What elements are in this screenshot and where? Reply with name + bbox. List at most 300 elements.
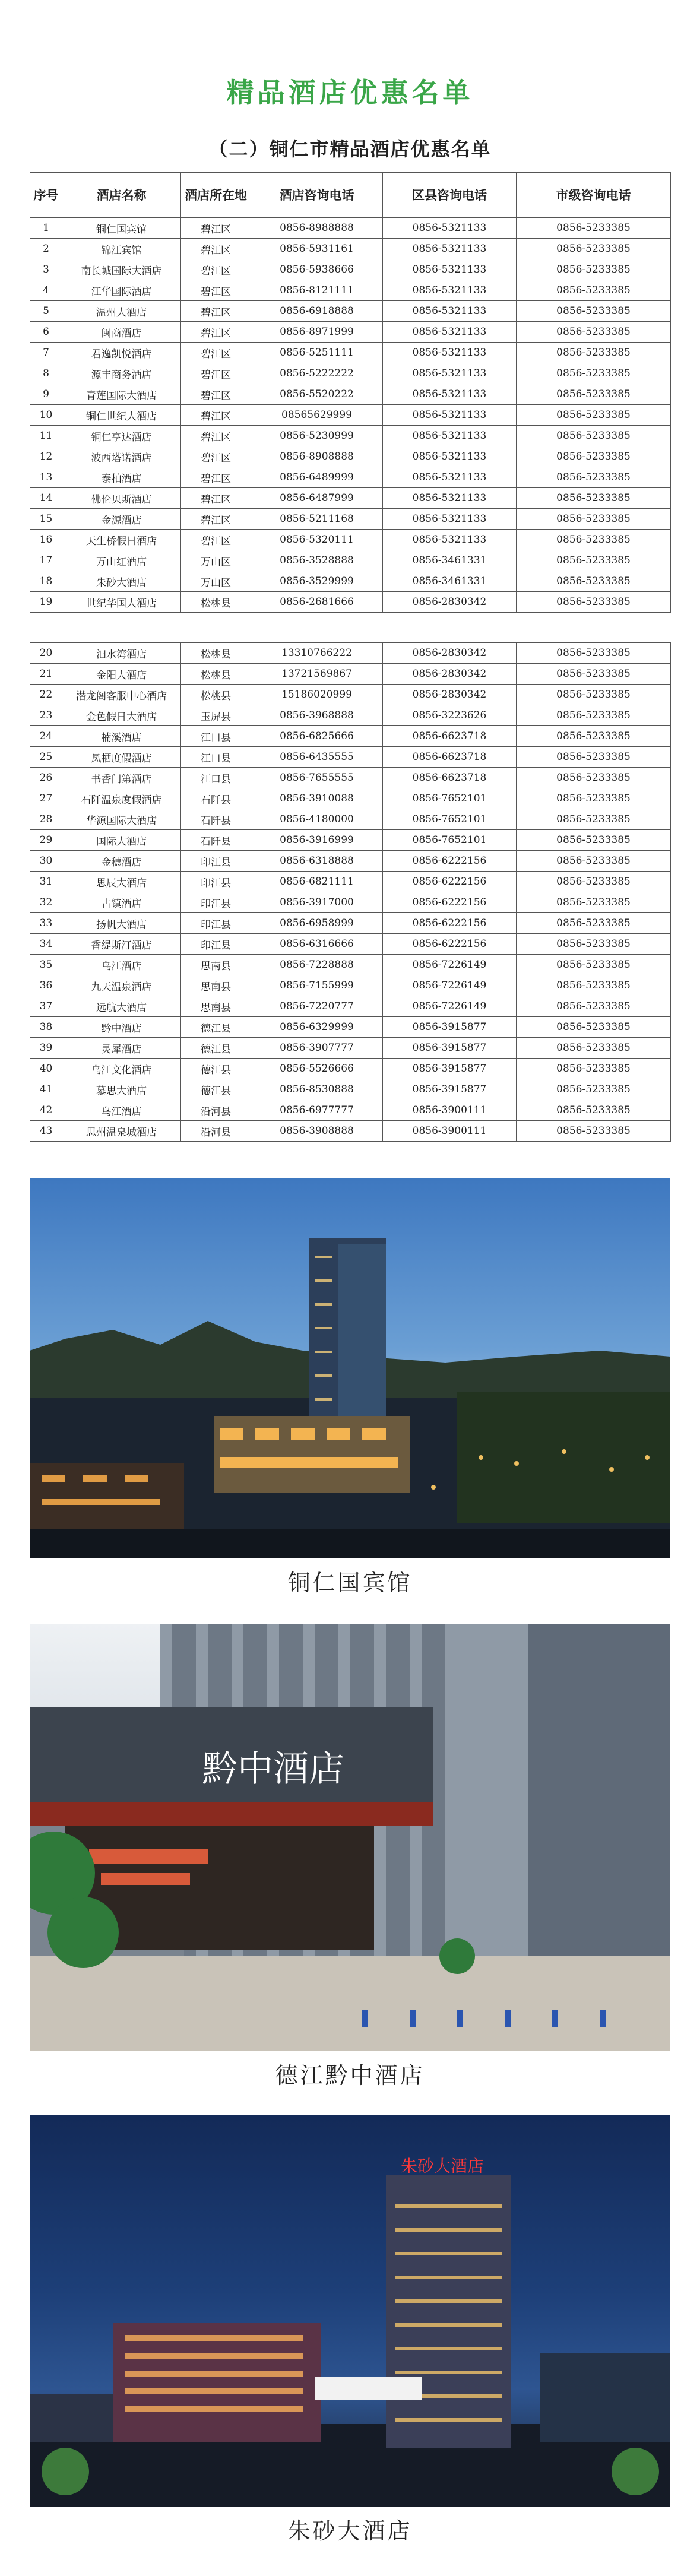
cell-location: 碧江区	[181, 259, 251, 280]
cell-hotel-name: 佛伦贝斯酒店	[62, 488, 181, 509]
cell-hotel-tel: 0856-6821111	[251, 872, 383, 892]
col-header-district-tel: 区县咨询电话	[383, 173, 517, 218]
cell-city-tel: 0856-5233385	[517, 851, 671, 872]
cell-hotel-name: 金阳大酒店	[62, 664, 181, 685]
table-row	[30, 996, 671, 1017]
table-row	[30, 788, 671, 809]
cell-district-tel: 0856-6623718	[383, 768, 517, 788]
cell-hotel-tel: 0856-3529999	[251, 571, 383, 592]
cell-location: 碧江区	[181, 343, 251, 363]
cell-location: 印江县	[181, 892, 251, 913]
table-row	[30, 1059, 671, 1079]
cell-hotel-tel: 0856-6958999	[251, 913, 383, 934]
table-row	[30, 301, 671, 322]
cell-city-tel: 0856-5233385	[517, 1059, 671, 1079]
cell-district-tel: 0856-5321133	[383, 426, 517, 446]
cell-city-tel: 0856-5233385	[517, 239, 671, 259]
table-row	[30, 322, 671, 343]
cell-location: 碧江区	[181, 426, 251, 446]
cell-hotel-tel: 0856-3910088	[251, 788, 383, 809]
cell-hotel-tel: 0856-6825666	[251, 726, 383, 747]
cell-no: 3	[30, 259, 62, 280]
cell-city-tel: 0856-5233385	[517, 218, 671, 239]
cell-district-tel: 0856-6222156	[383, 934, 517, 955]
cell-location: 松桃县	[181, 685, 251, 705]
cell-hotel-tel: 0856-7655555	[251, 768, 383, 788]
cell-city-tel: 0856-5233385	[517, 892, 671, 913]
hotel-photo-tongren-guobinguan	[30, 1178, 670, 1558]
cell-no: 38	[30, 1017, 62, 1038]
cell-district-tel: 0856-7652101	[383, 788, 517, 809]
cell-hotel-name: 泰柏酒店	[62, 467, 181, 488]
cell-district-tel: 0856-2830342	[383, 685, 517, 705]
cell-district-tel: 0856-5321133	[383, 405, 517, 426]
cell-district-tel: 0856-7652101	[383, 830, 517, 851]
cell-location: 松桃县	[181, 643, 251, 664]
cell-hotel-name: 九天温泉酒店	[62, 975, 181, 996]
cell-hotel-tel: 15186020999	[251, 685, 383, 705]
cell-hotel-name: 潜龙阁客服中心酒店	[62, 685, 181, 705]
cell-no: 13	[30, 467, 62, 488]
cell-district-tel: 0856-5321133	[383, 343, 517, 363]
cell-district-tel: 0856-6222156	[383, 851, 517, 872]
cell-city-tel: 0856-5233385	[517, 550, 671, 571]
table-row	[30, 975, 671, 996]
cell-no: 30	[30, 851, 62, 872]
table-row	[30, 685, 671, 705]
table-row	[30, 488, 671, 509]
cell-city-tel: 0856-5233385	[517, 1079, 671, 1100]
table-row	[30, 872, 671, 892]
cell-location: 德江县	[181, 1059, 251, 1079]
cell-hotel-tel: 0856-2681666	[251, 592, 383, 613]
cell-location: 碧江区	[181, 405, 251, 426]
cell-no: 41	[30, 1079, 62, 1100]
cell-no: 42	[30, 1100, 62, 1121]
cell-location: 思南县	[181, 955, 251, 975]
cell-district-tel: 0856-2830342	[383, 643, 517, 664]
cell-district-tel: 0856-3915877	[383, 1079, 517, 1100]
cell-hotel-tel: 0856-5520222	[251, 384, 383, 405]
cell-hotel-tel: 0856-6918888	[251, 301, 383, 322]
cell-district-tel: 0856-3461331	[383, 571, 517, 592]
cell-location: 江口县	[181, 768, 251, 788]
cell-hotel-name: 波西塔诺酒店	[62, 446, 181, 467]
cell-city-tel: 0856-5233385	[517, 322, 671, 343]
cell-no: 37	[30, 996, 62, 1017]
cell-hotel-tel: 0856-6487999	[251, 488, 383, 509]
cell-hotel-name: 南长城国际大酒店	[62, 259, 181, 280]
table-row	[30, 1100, 671, 1121]
cell-district-tel: 0856-2830342	[383, 592, 517, 613]
cell-no: 18	[30, 571, 62, 592]
cell-district-tel: 0856-6623718	[383, 747, 517, 768]
cell-no: 21	[30, 664, 62, 685]
cell-district-tel: 0856-3915877	[383, 1038, 517, 1059]
table-row	[30, 809, 671, 830]
col-header-location: 酒店所在地	[181, 173, 251, 218]
cell-no: 15	[30, 509, 62, 530]
cell-district-tel: 0856-5321133	[383, 280, 517, 301]
cell-city-tel: 0856-5233385	[517, 488, 671, 509]
cell-hotel-tel: 0856-5251111	[251, 343, 383, 363]
cell-location: 玉屏县	[181, 705, 251, 726]
cell-hotel-tel: 13310766222	[251, 643, 383, 664]
cell-hotel-tel: 0856-7228888	[251, 955, 383, 975]
cell-no: 2	[30, 239, 62, 259]
cell-city-tel: 0856-5233385	[517, 934, 671, 955]
cell-no: 31	[30, 872, 62, 892]
cell-hotel-tel: 0856-6489999	[251, 467, 383, 488]
cell-hotel-tel: 0856-8908888	[251, 446, 383, 467]
cell-city-tel: 0856-5233385	[517, 830, 671, 851]
cell-hotel-name: 江华国际酒店	[62, 280, 181, 301]
table-row	[30, 343, 671, 363]
table-row	[30, 664, 671, 685]
cell-district-tel: 0856-5321133	[383, 467, 517, 488]
cell-hotel-name: 源丰商务酒店	[62, 363, 181, 384]
cell-hotel-name: 黔中酒店	[62, 1017, 181, 1038]
cell-hotel-tel: 0856-3917000	[251, 892, 383, 913]
cell-location: 碧江区	[181, 446, 251, 467]
table-row	[30, 892, 671, 913]
cell-city-tel: 0856-5233385	[517, 426, 671, 446]
table-row	[30, 1079, 671, 1100]
cell-hotel-name: 华源国际大酒店	[62, 809, 181, 830]
table-row	[30, 280, 671, 301]
cell-location: 思南县	[181, 996, 251, 1017]
cell-hotel-name: 灵犀酒店	[62, 1038, 181, 1059]
table-row	[30, 530, 671, 550]
cell-hotel-name: 汩水湾酒店	[62, 643, 181, 664]
cell-city-tel: 0856-5233385	[517, 467, 671, 488]
cell-location: 石阡县	[181, 788, 251, 809]
cell-location: 江口县	[181, 726, 251, 747]
cell-location: 松桃县	[181, 664, 251, 685]
table-row	[30, 239, 671, 259]
cell-hotel-name: 香缇斯汀酒店	[62, 934, 181, 955]
cell-city-tel: 0856-5233385	[517, 664, 671, 685]
cell-hotel-name: 铜仁国宾馆	[62, 218, 181, 239]
hotel-photo-dejiang-qianzhong	[30, 1624, 670, 2051]
cell-location: 碧江区	[181, 218, 251, 239]
cell-city-tel: 0856-5233385	[517, 768, 671, 788]
cell-location: 沿河县	[181, 1121, 251, 1142]
cell-location: 碧江区	[181, 322, 251, 343]
cell-no: 24	[30, 726, 62, 747]
cell-location: 碧江区	[181, 467, 251, 488]
cell-city-tel: 0856-5233385	[517, 363, 671, 384]
cell-hotel-name: 万山红酒店	[62, 550, 181, 571]
cell-hotel-name: 石阡温泉度假酒店	[62, 788, 181, 809]
page-title: 精品酒店优惠名单	[226, 77, 474, 109]
cell-hotel-tel: 0856-6316666	[251, 934, 383, 955]
cell-hotel-name: 乌江酒店	[62, 1100, 181, 1121]
table-row	[30, 259, 671, 280]
cell-district-tel: 0856-3915877	[383, 1059, 517, 1079]
cell-district-tel: 0856-5321133	[383, 488, 517, 509]
cell-location: 德江县	[181, 1017, 251, 1038]
cell-no: 39	[30, 1038, 62, 1059]
col-header-name: 酒店名称	[62, 173, 181, 218]
cell-district-tel: 0856-6222156	[383, 892, 517, 913]
cell-district-tel: 0856-6623718	[383, 726, 517, 747]
hotel-table-part1	[30, 172, 671, 613]
cell-location: 石阡县	[181, 830, 251, 851]
cell-city-tel: 0856-5233385	[517, 446, 671, 467]
cell-no: 10	[30, 405, 62, 426]
cell-city-tel: 0856-5233385	[517, 809, 671, 830]
cell-hotel-name: 锦江宾馆	[62, 239, 181, 259]
cell-district-tel: 0856-2830342	[383, 664, 517, 685]
cell-hotel-name: 金源酒店	[62, 509, 181, 530]
table-row	[30, 643, 671, 664]
cell-no: 40	[30, 1059, 62, 1079]
cell-district-tel: 0856-5321133	[383, 384, 517, 405]
cell-location: 万山区	[181, 571, 251, 592]
cell-hotel-tel: 0856-6435555	[251, 747, 383, 768]
table-row	[30, 405, 671, 426]
cell-city-tel: 0856-5233385	[517, 705, 671, 726]
cell-no: 34	[30, 934, 62, 955]
cell-district-tel: 0856-5321133	[383, 446, 517, 467]
hotel-table-part2	[30, 642, 671, 1142]
cell-hotel-name: 远航大酒店	[62, 996, 181, 1017]
cell-no: 6	[30, 322, 62, 343]
cell-district-tel: 0856-7226149	[383, 996, 517, 1017]
cell-district-tel: 0856-3223626	[383, 705, 517, 726]
section-title: （二）铜仁市精品酒店优惠名单	[208, 138, 492, 160]
cell-city-tel: 0856-5233385	[517, 1100, 671, 1121]
cell-no: 22	[30, 685, 62, 705]
cell-hotel-tel: 0856-3916999	[251, 830, 383, 851]
cell-city-tel: 0856-5233385	[517, 788, 671, 809]
cell-city-tel: 0856-5233385	[517, 726, 671, 747]
cell-district-tel: 0856-5321133	[383, 322, 517, 343]
table-header-row	[30, 173, 671, 218]
cell-location: 印江县	[181, 934, 251, 955]
cell-city-tel: 0856-5233385	[517, 913, 671, 934]
cell-location: 碧江区	[181, 530, 251, 550]
cell-no: 1	[30, 218, 62, 239]
cell-hotel-tel: 0856-7220777	[251, 996, 383, 1017]
cell-district-tel: 0856-5321133	[383, 301, 517, 322]
cell-hotel-tel: 0856-8988888	[251, 218, 383, 239]
cell-hotel-tel: 0856-3908888	[251, 1121, 383, 1142]
cell-district-tel: 0856-7226149	[383, 975, 517, 996]
cell-location: 碧江区	[181, 509, 251, 530]
cell-hotel-tel: 0856-5222222	[251, 363, 383, 384]
cell-city-tel: 0856-5233385	[517, 259, 671, 280]
photo-caption-3: 朱砂大酒店	[287, 2518, 413, 2544]
cell-hotel-name: 铜仁世纪大酒店	[62, 405, 181, 426]
cell-location: 江口县	[181, 747, 251, 768]
table-row	[30, 446, 671, 467]
table-row	[30, 830, 671, 851]
cell-city-tel: 0856-5233385	[517, 872, 671, 892]
cell-no: 33	[30, 913, 62, 934]
cell-location: 德江县	[181, 1038, 251, 1059]
cell-district-tel: 0856-5321133	[383, 363, 517, 384]
cell-hotel-tel: 13721569867	[251, 664, 383, 685]
cell-no: 4	[30, 280, 62, 301]
cell-city-tel: 0856-5233385	[517, 530, 671, 550]
cell-hotel-tel: 0856-6329999	[251, 1017, 383, 1038]
building-sign-zhusha: 朱砂大酒店	[401, 2156, 484, 2176]
cell-hotel-name: 金色假日大酒店	[62, 705, 181, 726]
table-row	[30, 726, 671, 747]
cell-district-tel: 0856-3915877	[383, 1017, 517, 1038]
cell-no: 36	[30, 975, 62, 996]
cell-hotel-tel: 0856-4180000	[251, 809, 383, 830]
cell-district-tel: 0856-5321133	[383, 239, 517, 259]
cell-district-tel: 0856-5321133	[383, 530, 517, 550]
cell-hotel-name: 凤栖度假酒店	[62, 747, 181, 768]
cell-district-tel: 0856-3461331	[383, 550, 517, 571]
cell-city-tel: 0856-5233385	[517, 280, 671, 301]
cell-hotel-name: 世纪华国大酒店	[62, 592, 181, 613]
cell-hotel-tel: 0856-5931161	[251, 239, 383, 259]
cell-city-tel: 0856-5233385	[517, 643, 671, 664]
cell-location: 石阡县	[181, 809, 251, 830]
cell-location: 万山区	[181, 550, 251, 571]
cell-hotel-name: 温州大酒店	[62, 301, 181, 322]
cell-no: 32	[30, 892, 62, 913]
cell-hotel-tel: 0856-3528888	[251, 550, 383, 571]
cell-no: 43	[30, 1121, 62, 1142]
cell-city-tel: 0856-5233385	[517, 592, 671, 613]
table-row	[30, 467, 671, 488]
cell-location: 碧江区	[181, 384, 251, 405]
table-row	[30, 550, 671, 571]
table-row	[30, 363, 671, 384]
cell-hotel-name: 君逸凯悦酒店	[62, 343, 181, 363]
cell-hotel-tel: 0856-8971999	[251, 322, 383, 343]
cell-hotel-name: 铜仁亨达酒店	[62, 426, 181, 446]
cell-hotel-tel: 0856-7155999	[251, 975, 383, 996]
cell-hotel-name: 乌江文化酒店	[62, 1059, 181, 1079]
cell-city-tel: 0856-5233385	[517, 405, 671, 426]
cell-no: 19	[30, 592, 62, 613]
cell-hotel-tel: 0856-3907777	[251, 1038, 383, 1059]
cell-city-tel: 0856-5233385	[517, 747, 671, 768]
cell-hotel-tel: 0856-5526666	[251, 1059, 383, 1079]
table-row	[30, 509, 671, 530]
cell-city-tel: 0856-5233385	[517, 685, 671, 705]
cell-district-tel: 0856-5321133	[383, 218, 517, 239]
table-row	[30, 1121, 671, 1142]
cell-no: 23	[30, 705, 62, 726]
cell-no: 9	[30, 384, 62, 405]
table-row	[30, 851, 671, 872]
cell-city-tel: 0856-5233385	[517, 1017, 671, 1038]
cell-no: 29	[30, 830, 62, 851]
cell-hotel-tel: 0856-8530888	[251, 1079, 383, 1100]
cell-district-tel: 0856-5321133	[383, 259, 517, 280]
cell-hotel-tel: 0856-5320111	[251, 530, 383, 550]
cell-city-tel: 0856-5233385	[517, 384, 671, 405]
table-row	[30, 705, 671, 726]
cell-no: 25	[30, 747, 62, 768]
cell-location: 印江县	[181, 851, 251, 872]
cell-no: 11	[30, 426, 62, 446]
cell-district-tel: 0856-6222156	[383, 872, 517, 892]
cell-city-tel: 0856-5233385	[517, 509, 671, 530]
table-row	[30, 426, 671, 446]
cell-hotel-name: 天生桥假日酒店	[62, 530, 181, 550]
cell-hotel-tel: 08565629999	[251, 405, 383, 426]
cell-location: 沿河县	[181, 1100, 251, 1121]
col-header-city-tel: 市级咨询电话	[517, 173, 671, 218]
cell-hotel-tel: 0856-6318888	[251, 851, 383, 872]
table-row	[30, 934, 671, 955]
cell-hotel-name: 金穗酒店	[62, 851, 181, 872]
cell-city-tel: 0856-5233385	[517, 975, 671, 996]
cell-hotel-tel: 0856-5938666	[251, 259, 383, 280]
cell-hotel-name: 思州温泉城酒店	[62, 1121, 181, 1142]
cell-location: 碧江区	[181, 301, 251, 322]
table-row	[30, 955, 671, 975]
cell-hotel-name: 乌江酒店	[62, 955, 181, 975]
cell-city-tel: 0856-5233385	[517, 1121, 671, 1142]
cell-no: 14	[30, 488, 62, 509]
cell-no: 27	[30, 788, 62, 809]
photo-caption-1: 铜仁国宾馆	[287, 1570, 413, 1596]
cell-hotel-name: 国际大酒店	[62, 830, 181, 851]
cell-no: 28	[30, 809, 62, 830]
hotel-photo-zhusha	[30, 2115, 670, 2507]
cell-location: 印江县	[181, 872, 251, 892]
cell-hotel-name: 楠溪酒店	[62, 726, 181, 747]
table-row	[30, 384, 671, 405]
cell-no: 26	[30, 768, 62, 788]
cell-hotel-name: 青莲国际大酒店	[62, 384, 181, 405]
cell-city-tel: 0856-5233385	[517, 1038, 671, 1059]
cell-location: 印江县	[181, 913, 251, 934]
cell-hotel-tel: 0856-5211168	[251, 509, 383, 530]
cell-location: 思南县	[181, 975, 251, 996]
cell-hotel-name: 朱砂大酒店	[62, 571, 181, 592]
cell-city-tel: 0856-5233385	[517, 343, 671, 363]
cell-no: 8	[30, 363, 62, 384]
cell-hotel-name: 慕思大酒店	[62, 1079, 181, 1100]
table-row	[30, 218, 671, 239]
cell-no: 16	[30, 530, 62, 550]
table-row	[30, 747, 671, 768]
cell-hotel-name: 扬帆大酒店	[62, 913, 181, 934]
cell-no: 12	[30, 446, 62, 467]
cell-no: 35	[30, 955, 62, 975]
cell-hotel-name: 思辰大酒店	[62, 872, 181, 892]
cell-location: 碧江区	[181, 488, 251, 509]
building-sign-qianzhong: 黔中酒店	[202, 1748, 344, 1790]
cell-hotel-tel: 0856-6977777	[251, 1100, 383, 1121]
cell-no: 20	[30, 643, 62, 664]
cell-location: 碧江区	[181, 239, 251, 259]
table-row	[30, 571, 671, 592]
cell-no: 5	[30, 301, 62, 322]
cell-district-tel: 0856-7226149	[383, 955, 517, 975]
cell-city-tel: 0856-5233385	[517, 996, 671, 1017]
cell-hotel-name: 古镇酒店	[62, 892, 181, 913]
cell-location: 松桃县	[181, 592, 251, 613]
table-row	[30, 768, 671, 788]
cell-hotel-tel: 0856-3968888	[251, 705, 383, 726]
table-row	[30, 1038, 671, 1059]
cell-city-tel: 0856-5233385	[517, 571, 671, 592]
cell-city-tel: 0856-5233385	[517, 301, 671, 322]
cell-hotel-name: 书香门第酒店	[62, 768, 181, 788]
